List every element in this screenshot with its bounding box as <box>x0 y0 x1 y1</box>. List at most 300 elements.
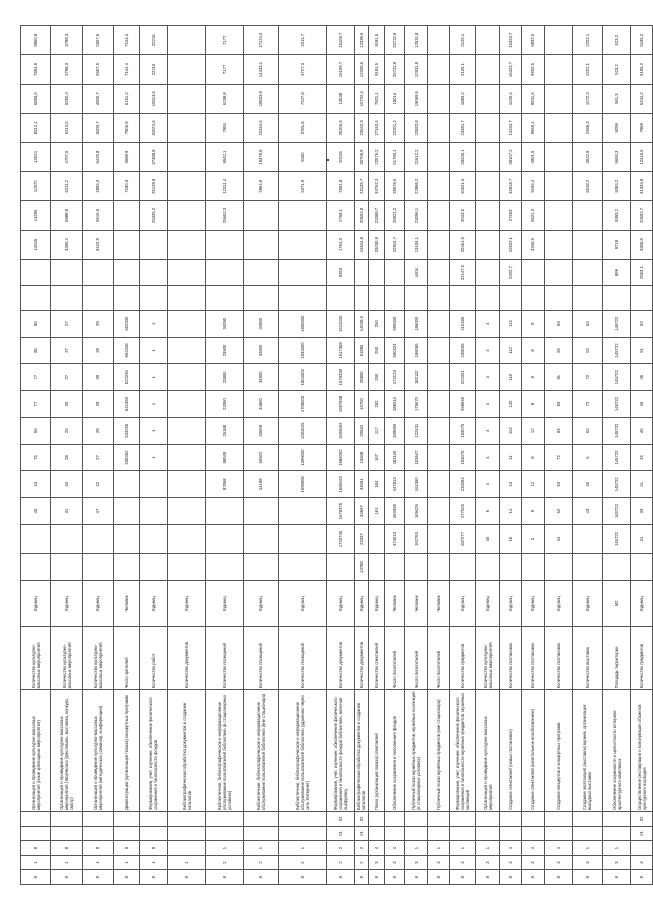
table-cell: Единиц <box>522 580 544 626</box>
table-cell: 51890 <box>354 337 368 364</box>
table-cell <box>500 812 522 827</box>
table-cell: 4404 <box>405 259 427 286</box>
table-cell: Количество культурно-массовых мероприятий <box>476 627 500 690</box>
table-cell <box>354 286 368 310</box>
table-cell <box>278 498 326 525</box>
table-cell <box>244 259 278 286</box>
table-cell: 15109,7 <box>326 26 354 55</box>
table-cell: 44 <box>544 524 572 553</box>
table-cell: 4 <box>544 841 572 856</box>
table-cell: 2014,7 <box>278 26 326 55</box>
table-cell <box>631 841 653 856</box>
table-cell <box>385 826 405 841</box>
table-cell <box>449 554 475 581</box>
table-cell <box>167 554 205 581</box>
table-cell: 3355,4 <box>51 230 83 259</box>
table-cell: 40 <box>51 471 83 498</box>
table-cell <box>167 417 205 444</box>
table-cell: 26 <box>51 391 83 418</box>
table-cell: 3 <box>631 855 653 870</box>
table-cell: 35206,6 <box>326 113 354 142</box>
table-cell <box>427 826 449 841</box>
table-cell: 233092 <box>449 471 475 498</box>
table-cell: Обеспечение сохранения и пополнения фондов <box>385 690 405 812</box>
table-cell <box>427 172 449 201</box>
table-cell: 523,2 <box>602 55 630 84</box>
table-cell: 18933,9 <box>244 84 278 113</box>
table-cell: 8 <box>244 870 278 885</box>
table-cell <box>113 471 139 498</box>
table-cell: Организация и проведение культурно-массовых мероприятий (творческих (фестиваль, выставка, конкурс, смотр) <box>51 690 83 812</box>
table-cell: 1668163 <box>326 471 354 498</box>
table-cell: Организация и проведение культурно-массовых мероприятий (методических (семинар, конференция) <box>83 690 113 812</box>
table-cell <box>113 286 139 310</box>
table-cell: 9 <box>522 498 544 525</box>
table-cell <box>405 826 427 841</box>
table-cell: 29 <box>83 391 113 418</box>
table-cell: 52 <box>544 498 572 525</box>
table-cell: 595000 <box>385 310 405 337</box>
table-cell: 1900000 <box>278 310 326 337</box>
table-cell: 13106,1 <box>405 230 427 259</box>
table-cell <box>572 524 602 553</box>
table-cell: 16323,7 <box>500 26 522 55</box>
table-cell: 9 <box>113 841 139 856</box>
table-cell: Демонстрация (организация показа) концертных программ <box>113 690 139 812</box>
table-cell: 899 <box>602 259 630 286</box>
table-cell: Единиц <box>572 580 602 626</box>
table-cell: 44198 <box>244 471 278 498</box>
table-cell: 1688262 <box>326 444 354 471</box>
table-cell: 9850,9 <box>21 26 51 55</box>
table-cell: 27493 <box>500 201 522 230</box>
table-cell: 1 <box>139 337 167 364</box>
table-cell: 14433,1 <box>244 55 278 84</box>
table-row <box>369 26 385 885</box>
table-cell <box>544 142 572 171</box>
table-cell: 13538 <box>326 84 354 113</box>
table-cell <box>500 826 522 841</box>
table-cell: 5292,3 <box>51 84 83 113</box>
table-cell: 8 <box>51 841 83 856</box>
table-cell: 4 <box>385 841 405 856</box>
table-cell: Библиотечное, библиографическое и информационное обслуживание пользователей библиотеки (удаленно через сеть Интернет) <box>278 690 326 812</box>
table-cell: 12311,4 <box>206 172 244 201</box>
table-cell <box>206 498 244 525</box>
table-cell: Единиц <box>244 580 278 626</box>
table-cell: 02 <box>354 812 368 827</box>
table-cell: 145722 <box>602 417 630 444</box>
table-cell <box>167 113 205 142</box>
table-cell: 2591,8 <box>326 172 354 201</box>
table-cell: 1304625 <box>278 417 326 444</box>
table-cell <box>278 812 326 827</box>
table-cell: 3 <box>449 855 475 870</box>
table-cell: 3622,9 <box>572 142 602 171</box>
table-cell: 182112 <box>405 364 427 391</box>
table-cell: 8 <box>449 870 475 885</box>
table-cell: 40659 <box>244 417 278 444</box>
table-cell <box>113 812 139 827</box>
table-cell: 45 <box>631 364 653 391</box>
table-cell: 25921,2 <box>385 201 405 230</box>
table-cell: 9932,5 <box>522 26 544 55</box>
table-cell: 02 <box>631 812 653 827</box>
table-cell: 20640 <box>354 417 368 444</box>
table-cell <box>113 259 139 286</box>
table-cell <box>476 259 500 286</box>
table-cell: 9191,5 <box>369 55 385 84</box>
table-cell <box>139 812 167 827</box>
table-cell: 1399000 <box>278 444 326 471</box>
table-cell <box>21 286 51 310</box>
table-cell: 4 <box>476 444 500 471</box>
table-cell: 34090 <box>206 310 244 337</box>
table-cell: 464935 <box>385 498 405 525</box>
table-row <box>544 26 572 885</box>
table-cell: 31 <box>631 524 653 553</box>
table-cell: 42915,7 <box>385 230 405 259</box>
table-cell: 51790,1 <box>385 142 405 171</box>
table-cell: 28578,6 <box>385 172 405 201</box>
table-cell: Библиотечное, библиографическое и информационное обслуживание пользователей библиотеки (в стационарных условиях) <box>206 690 244 812</box>
table-cell: 7144,4 <box>113 55 139 84</box>
table-cell: 80 <box>21 310 51 337</box>
table-cell: 20722,9 <box>385 26 405 55</box>
table-cell: 239035 <box>449 337 475 364</box>
table-cell: 252 <box>369 391 385 418</box>
table-cell <box>522 554 544 581</box>
table-cell: 34800 <box>244 391 278 418</box>
table-cell: 30769,9 <box>354 142 368 171</box>
table-cell: 91 <box>544 364 572 391</box>
table-cell: Показ (организация показа) спектаклей <box>369 690 385 812</box>
table-cell: 20105 <box>326 142 354 171</box>
table-cell: 349950 <box>385 417 405 444</box>
table-cell: 45 <box>476 524 500 553</box>
table-cell: Единиц <box>476 580 500 626</box>
table-cell: 2864,9 <box>244 172 278 201</box>
table-cell <box>476 286 500 310</box>
table-cell: 120 <box>500 391 522 418</box>
table-cell: 18014 <box>385 84 405 113</box>
table-cell: 10722,4 <box>354 84 368 113</box>
table-cell <box>369 259 385 286</box>
table-cell: 6018,2 <box>572 172 602 201</box>
table-cell: 145722 <box>602 444 630 471</box>
table-cell <box>139 259 167 286</box>
table-cell <box>139 554 167 581</box>
table-cell <box>139 471 167 498</box>
table-cell: 1 <box>167 855 205 870</box>
table-cell: 23135,7 <box>354 172 368 201</box>
table-cell: 145722 <box>602 310 630 337</box>
table-cell: 1 <box>572 841 602 856</box>
table-cell: 93 <box>544 471 572 498</box>
table-cell: 1725745 <box>326 524 354 553</box>
table-cell: Организация и проведение культурно-массовых мероприятий (иные зрелищные мероприятия) <box>21 690 51 812</box>
table-cell: 13780 <box>354 554 368 581</box>
table-cell <box>544 26 572 55</box>
table-cell: 145722 <box>602 471 630 498</box>
table-cell <box>244 498 278 525</box>
table-cell: 7905,9 <box>113 113 139 142</box>
table-cell <box>572 286 602 310</box>
table-row <box>405 26 427 885</box>
table-cell: 15848 <box>354 444 368 471</box>
table-cell <box>631 286 653 310</box>
table-cell: 184 <box>369 471 385 498</box>
table-cell: 1 <box>21 855 51 870</box>
table-cell: Единиц <box>83 580 113 626</box>
table-row <box>278 26 326 885</box>
table-cell: 8 <box>385 870 405 885</box>
table-cell <box>167 286 205 310</box>
table-cell <box>385 554 405 581</box>
table-cell <box>427 310 449 337</box>
table-cell: 2553,1 <box>631 259 653 286</box>
table-cell: 22147,5 <box>449 259 475 286</box>
table-cell: Единиц <box>500 580 522 626</box>
table-cell: Число посетителей <box>385 627 405 690</box>
table-cell: 1 <box>602 841 630 856</box>
table-cell: 8 <box>326 870 354 885</box>
table-cell: Единиц <box>449 580 475 626</box>
table-cell: 33 <box>631 498 653 525</box>
table-cell: 77 <box>21 364 51 391</box>
table-cell: 1 <box>113 855 139 870</box>
table-cell: 8 <box>21 841 51 856</box>
table-cell: 561,3 <box>602 84 630 113</box>
table-cell: 31 <box>51 498 83 525</box>
table-cell: 12 <box>522 471 544 498</box>
table-cell <box>631 554 653 581</box>
table-cell: 62 <box>572 417 602 444</box>
table-cell <box>572 826 602 841</box>
table-cell: 16644,8 <box>354 230 368 259</box>
table-cell: 7190,3 <box>113 172 139 201</box>
table-cell: 473013 <box>385 524 405 553</box>
table-cell: 5693,3 <box>602 142 630 171</box>
table-cell: 14 <box>500 498 522 525</box>
table-cell <box>544 812 572 827</box>
table-cell: 4855,3 <box>83 172 113 201</box>
table-cell: 9299 <box>602 113 630 142</box>
table-cell: Создание спектаклей (капитальное возобновление) <box>522 690 544 812</box>
table-cell <box>602 812 630 827</box>
table-cell: 26188 <box>206 417 244 444</box>
table-cell: 186085 <box>405 337 427 364</box>
table-cell: 22896,2 <box>405 172 427 201</box>
table-cell: 8 <box>522 391 544 418</box>
table-cell: 5615,9 <box>83 201 113 230</box>
table-cell: 215185 <box>449 310 475 337</box>
table-cell <box>278 201 326 230</box>
table-cell: 43 <box>572 498 602 525</box>
table-cell <box>427 113 449 142</box>
table-cell: 1599000 <box>278 471 326 498</box>
table-cell: 8 <box>522 870 544 885</box>
table-cell <box>405 286 427 310</box>
table-cell <box>405 812 427 827</box>
table-cell: 8 <box>139 870 167 885</box>
table-cell: 145722 <box>602 498 630 525</box>
table-cell: 19313,5 <box>139 84 167 113</box>
table-cell <box>427 391 449 418</box>
table-cell: 193075 <box>449 444 475 471</box>
table-cell: 34697 <box>354 498 368 525</box>
table-cell: Единиц <box>167 580 205 626</box>
table-cell: 23642,9 <box>354 113 368 142</box>
table-cell: 1 <box>476 841 500 856</box>
table-cell: 20652,8 <box>354 201 368 230</box>
table-cell: 43 <box>21 471 51 498</box>
table-cell: Количество работ <box>139 627 167 690</box>
table-cell: 3442,9 <box>83 230 113 259</box>
table-cell <box>427 812 449 827</box>
table-row <box>476 26 500 885</box>
table-cell: 8 <box>206 870 244 885</box>
table-cell: 8 <box>405 870 427 885</box>
table-cell <box>51 826 83 841</box>
table-cell: 3589,9 <box>113 142 139 171</box>
table-cell: Единиц <box>631 580 653 626</box>
table-cell: 8 <box>83 841 113 856</box>
table-cell: 641393 <box>113 391 139 418</box>
table-cell <box>206 812 244 827</box>
table-row <box>139 26 167 885</box>
table-cell: Площадь территории <box>602 627 630 690</box>
table-cell: 16323,7 <box>500 55 522 84</box>
table-cell <box>206 259 244 286</box>
table-cell <box>572 201 602 230</box>
table-cell <box>21 524 51 553</box>
table-cell: 28 <box>83 417 113 444</box>
table-cell: 12531,8 <box>405 55 427 84</box>
table-cell: 9932,5 <box>522 55 544 84</box>
table-cell: 3 <box>522 524 544 553</box>
table-cell: Единиц <box>206 580 244 626</box>
table-cell: 8 <box>167 870 205 885</box>
table-cell: 8 <box>476 870 500 885</box>
table-cell: 22201,4 <box>385 113 405 142</box>
table-row <box>244 26 278 885</box>
table-cell: 3 <box>572 855 602 870</box>
table-cell: 2758,1 <box>326 201 354 230</box>
table-cell: 14628,3 <box>354 310 368 337</box>
table-cell: 10522,1 <box>500 230 522 259</box>
table-cell: Публичный показ музейных предметов (вне стационара) <box>427 690 449 812</box>
table-cell: 5195,2 <box>631 26 653 55</box>
table-cell: Формирование, учет, изучение, обеспечение физического сохранения и безопасности музейных предметов, музейных коллекций <box>449 690 475 812</box>
table-cell: Количество посещений <box>244 627 278 690</box>
table-cell <box>83 812 113 827</box>
table-cell: 23350 <box>206 391 244 418</box>
table-cell: 3 <box>405 855 427 870</box>
table-cell <box>83 524 113 553</box>
table-cell: 2 <box>326 841 354 856</box>
table-cell: 6211,2 <box>51 172 83 201</box>
table-cell <box>544 172 572 201</box>
table-cell <box>602 554 630 581</box>
table-row <box>449 26 475 885</box>
table-cell: 4901,5 <box>522 142 544 171</box>
table-cell <box>167 310 205 337</box>
table-cell: 4 <box>476 391 500 418</box>
table-cell <box>427 444 449 471</box>
table-cell: 1 <box>51 855 83 870</box>
table-cell: Количество выставок <box>572 627 602 690</box>
table-cell: 7177 <box>206 26 244 55</box>
table-cell: 8 <box>522 444 544 471</box>
table-cell <box>206 554 244 581</box>
table-cell <box>83 554 113 581</box>
table-cell: 3 <box>500 855 522 870</box>
table-cell: 62 <box>572 337 602 364</box>
table-cell <box>244 201 278 230</box>
table-cell: 287277 <box>449 524 475 553</box>
table-cell: 4707,6 <box>51 142 83 171</box>
table-cell: 162763 <box>405 524 427 553</box>
table-cell <box>167 84 205 113</box>
table-cell: Формирование, учет, изучение, обеспечение физического сохранения и безопасности фондов библиотеки, включая оцифровку <box>326 690 354 812</box>
table-cell: 93 <box>544 391 572 418</box>
table-cell: 590424 <box>385 337 405 364</box>
table-cell: 34800 <box>244 364 278 391</box>
table-cell: 72 <box>572 364 602 391</box>
table-cell: 4 <box>476 417 500 444</box>
table-cell: Количество предметов <box>631 627 653 690</box>
table-cell: 9393,2 <box>602 172 630 201</box>
table-cell: Количество посещений <box>206 627 244 690</box>
table-cell: 14295 <box>21 201 51 230</box>
table-cell <box>326 286 354 310</box>
table-cell: 1883,2 <box>449 84 475 113</box>
table-cell: 19069,5 <box>405 84 427 113</box>
table-cell <box>278 826 326 841</box>
table-cell <box>369 286 385 310</box>
table-cell: 639462 <box>113 444 139 471</box>
table-cell <box>602 826 630 841</box>
table-cell: 22215 <box>139 55 167 84</box>
table-cell <box>167 230 205 259</box>
table-cell: 6244,2 <box>631 84 653 113</box>
table-cell <box>602 286 630 310</box>
table-cell <box>167 471 205 498</box>
table-cell <box>522 286 544 310</box>
table-cell: 80 <box>21 337 51 364</box>
table-cell <box>51 554 83 581</box>
table-cell: 6521,3 <box>522 201 544 230</box>
table-row <box>326 26 354 885</box>
table-cell: 167 <box>369 444 385 471</box>
table-cell <box>405 554 427 581</box>
table-cell: Человек <box>427 580 449 626</box>
table-row <box>522 26 544 885</box>
table-cell: 12 <box>522 417 544 444</box>
table-cell: 23900 <box>206 337 244 364</box>
table-cell <box>476 142 500 171</box>
table-cell: 17124,5 <box>244 26 278 55</box>
table-cell: 60602 <box>244 444 278 471</box>
table-cell <box>522 259 544 286</box>
table-cell: 9393,2 <box>602 201 630 230</box>
table-cell: 6161,2 <box>113 84 139 113</box>
table-cell: 145722 <box>602 391 630 418</box>
table-cell: 23389,7 <box>369 201 385 230</box>
table-cell: 9191,5 <box>369 26 385 55</box>
table-cell: Создание спектаклей (новых постановок) <box>500 690 522 812</box>
